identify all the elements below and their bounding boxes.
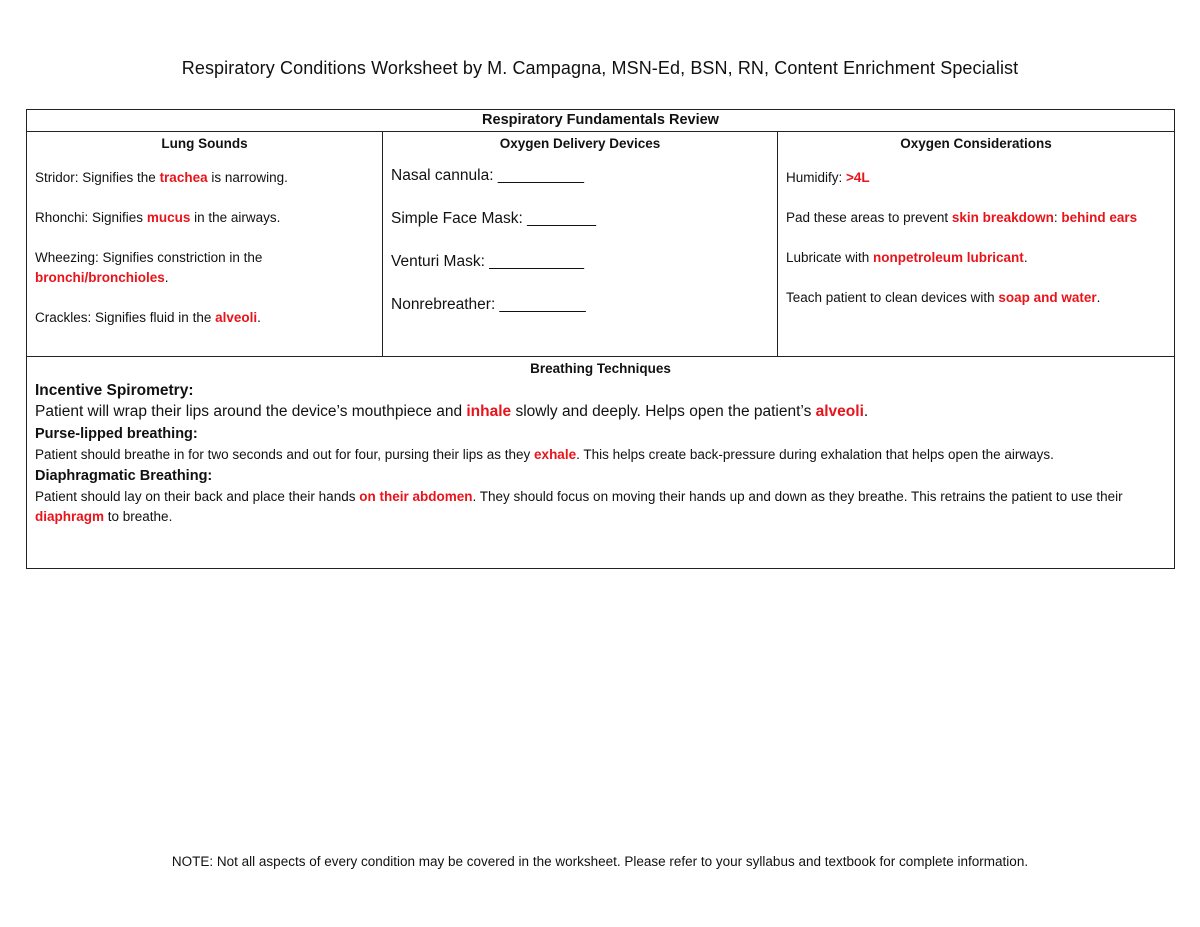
page-title: Respiratory Conditions Worksheet by M. Campagna, MSN-Ed, BSN, RN, Content Enrichment Specialist xyxy=(181,58,1019,78)
pursed-lip-text: Patient should breathe in for two seconds and out for four, pursing their lips as they exhale. This helps create back-pressure during exhalation that helps open the airways. xyxy=(35,447,1054,462)
diaphragmatic-title: Diaphragmatic Breathing: xyxy=(35,468,213,484)
breathing-heading: Breathing Techniques xyxy=(530,361,671,376)
pursed-lip-title: Purse-lipped breathing: xyxy=(35,426,198,442)
review-header: Respiratory Fundamentals Review xyxy=(27,110,1175,132)
oxygen-considerations-cell xyxy=(778,132,1175,357)
list-item: Pad these areas to prevent skin breakdown: behind ears xyxy=(786,210,1138,225)
list-item: Nasal cannula: __________ xyxy=(391,167,585,184)
lung-sounds-cell xyxy=(27,132,383,357)
lung-sounds-list xyxy=(35,168,374,328)
list-item: Teach patient to clean devices with soap and water. xyxy=(786,290,1101,305)
review-columns-row xyxy=(27,132,1175,357)
diaphragmatic-text: Patient should lay on their back and place their hands on their abdomen. They should focus on moving their hands up and down as they breathe. This retrains the patient to use their diaphragm to breathe. xyxy=(35,489,1123,524)
oxygen-considerations-heading: Oxygen Considerations xyxy=(900,136,1052,151)
list-item: Humidify: >4L xyxy=(786,170,870,185)
oxygen-devices-list xyxy=(391,165,769,316)
incentive-spirometry-title: Incentive Spirometry: xyxy=(35,382,194,399)
list-item: Stridor: Signifies the trachea is narrowing. xyxy=(35,170,288,185)
oxygen-considerations-list xyxy=(786,168,1166,308)
footer-note: NOTE: Not all aspects of every condition may be covered in the worksheet. Please refer to your syllabus and textbook for complete information. xyxy=(171,854,1029,869)
oxygen-devices-cell xyxy=(383,132,778,357)
incentive-spirometry-text: Patient will wrap their lips around the device’s mouthpiece and inhale slowly and deeply. Helps open the patient’s alveoli. xyxy=(35,403,869,420)
list-item: Crackles: Signifies fluid in the alveoli. xyxy=(35,310,261,325)
breathing-techniques-cell xyxy=(27,357,1175,569)
worksheet-table xyxy=(26,109,1175,569)
breathing-row xyxy=(27,357,1175,569)
review-header-row xyxy=(27,110,1175,132)
lung-sounds-heading: Lung Sounds xyxy=(161,136,248,151)
oxygen-devices-heading: Oxygen Delivery Devices xyxy=(499,136,661,151)
list-item: Wheezing: Signifies constriction in the bronchi/bronchioles. xyxy=(35,250,263,285)
list-item: Rhonchi: Signifies mucus in the airways. xyxy=(35,210,281,225)
list-item: Venturi Mask: ___________ xyxy=(391,253,585,270)
list-item: Lubricate with nonpetroleum lubricant. xyxy=(786,250,1028,265)
list-item: Simple Face Mask: ________ xyxy=(391,210,597,227)
list-item: Nonrebreather: __________ xyxy=(391,296,586,313)
